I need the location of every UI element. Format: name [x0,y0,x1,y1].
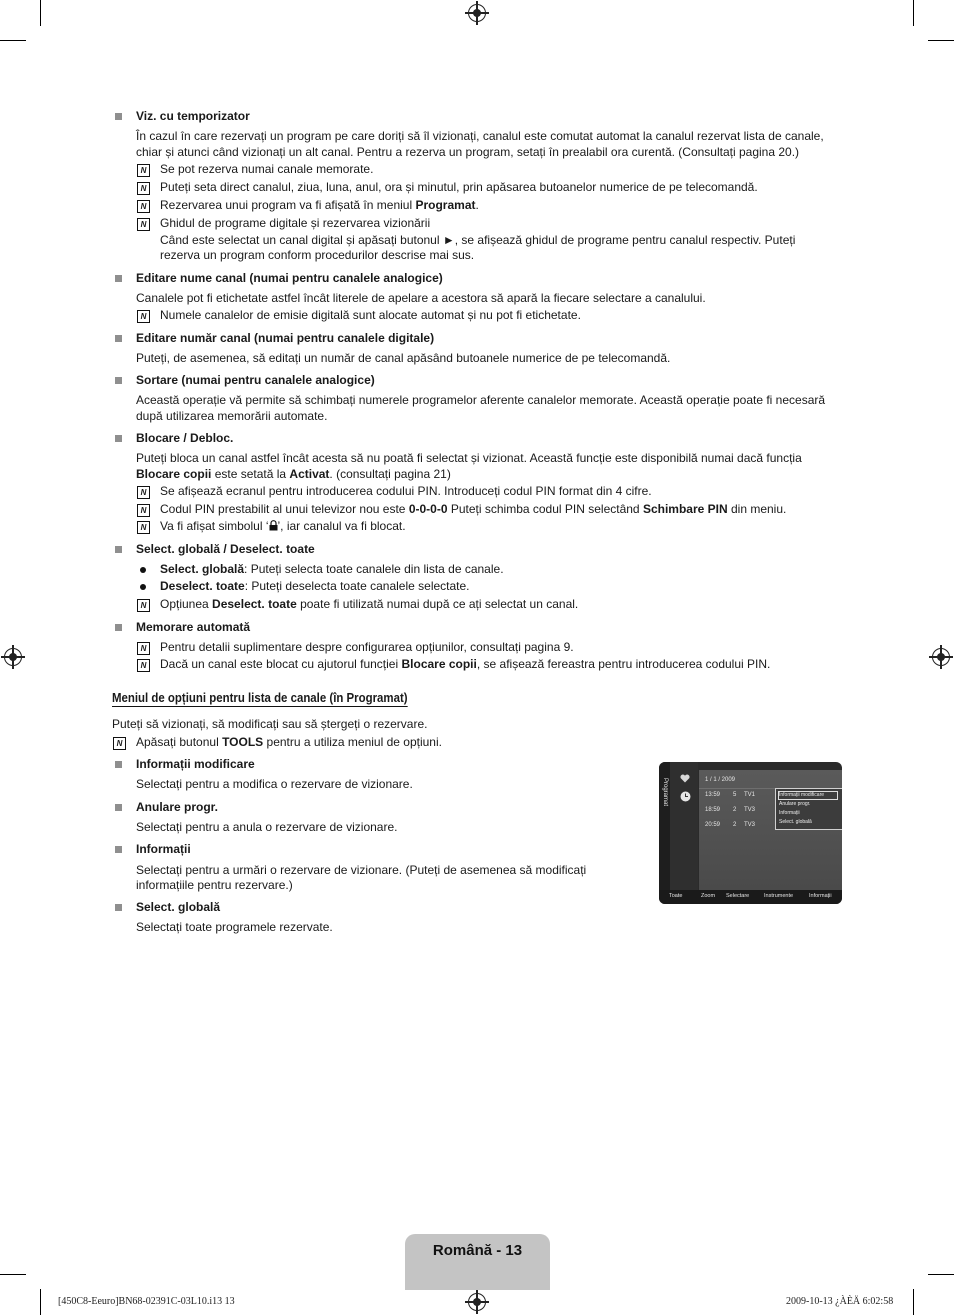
clock-icon [680,791,691,802]
item-title: Informații modificare [136,757,255,771]
crop-mark [913,1289,914,1315]
paragraph-line: rezerva un program conform procedurilor descrise mai sus. [160,248,475,262]
lock-icon [269,520,278,531]
note-icon: N [137,164,150,177]
item-title: Select. globală [136,900,221,914]
bullet-icon [140,584,146,590]
square-bullet-icon [115,546,122,553]
note-text: Apăsați butonul TOOLS pentru a utiliza meniul de opțiuni. [136,735,442,749]
note-icon: N [137,182,150,195]
section-title: Memorare automată [136,620,251,634]
square-bullet-icon [115,377,122,384]
paragraph-line: Selectați toate programele rezervate. [136,920,333,934]
tv-side-label: Programat [662,778,668,807]
tv-row-channel: TV1 [744,792,756,798]
section-title: Sortare (numai pentru canalele analogice) [136,373,375,387]
paragraph-line: În cazul în care rezervați un program pe care doriți să îl vizionați, canalul este comutat automat la canalul rezervat lista de canale, [136,129,824,143]
section-title: Editare număr canal (numai pentru canalele digitale) [136,331,435,345]
paragraph-line: Canalele pot fi etichetate astfel încât literele de apelare a acestora să apară la fiecare selectare a canalului. [136,291,706,305]
square-bullet-icon [115,275,122,282]
paragraph-line: Puteți, de asemenea, să editați un număr de canal apăsând butoanele numerice de pe telecomandă. [136,351,671,365]
tv-row-channel: TV3 [744,807,756,813]
note-text: Pentru detalii suplimentare despre configurarea opțiunilor, consultați pagina 9. [160,640,574,654]
paragraph-line: Când este selectat un canal digital și apăsați butonul ►, se afișează ghidul de programe pentru canalul respectiv. Puteți [160,233,796,247]
crop-mark [40,1289,41,1315]
note-text: Puteți seta direct canalul, ziua, luna, anul, ora și minutul, prin apăsarea butoanelor numerice de pe telecomandă. [160,180,758,194]
note-text: Rezervarea unui program va fi afișată în meniul Programat. [160,198,479,212]
note-text: Se afișează ecranul pentru introducerea codului PIN. Introduceți codul PIN format din 4 cifre. [160,484,652,498]
tv-bottom-label: Toate [669,893,683,899]
square-bullet-icon [115,113,122,120]
note-icon: N [137,486,150,499]
tv-options-menu [775,788,842,830]
tv-row-time: 13:59 [705,792,721,798]
tv-bottom-label: Instrumente [764,893,794,899]
note-icon: N [137,310,150,323]
subsection-heading: Meniul de opțiuni pentru lista de canale (în Programat) [112,690,408,705]
section-title: Editare nume canal (numai pentru canalele analogice) [136,271,443,285]
tv-menu-item: Select. globală [779,819,812,825]
square-bullet-icon [115,804,122,811]
paragraph-line: Selectați pentru a modifica o rezervare de vizionare. [136,777,413,791]
tv-screen-illustration [659,762,842,904]
footer-right: 2009-10-13 ¿ÀÈÄ 6:02:58 [786,1296,894,1307]
note-text: Ghidul de programe digitale și rezervarea vizionării [160,216,431,230]
note-text: Va fi afișat simbolul ‘ ’, iar canalul va fi blocat. [160,519,406,533]
section-title: Blocare / Debloc. [136,431,234,445]
bullet-icon [140,567,146,573]
paragraph-line: Puteți să vizionați, să modificați sau să ștergeți o rezervare. [112,717,428,731]
square-bullet-icon [115,846,122,853]
note-icon: N [137,521,150,534]
tv-row-channel: TV3 [744,822,756,828]
note-icon: N [137,659,150,672]
tv-row-time: 20:59 [705,822,721,828]
note-text: Numele canalelor de emisie digitală sunt alocate automat și nu pot fi etichetate. [160,308,581,322]
paragraph-line: informațiile pentru rezervare.) [136,878,293,892]
tv-icon-column [670,762,698,890]
section-title: Select. globală / Deselect. toate [136,542,315,556]
note-icon: N [137,218,150,231]
footer-left: [450C8-Eeuro]BN68-02391C-03L10.i13 13 [58,1296,235,1307]
tv-date: 1 / 1 / 2009 [705,777,736,783]
square-bullet-icon [115,761,122,768]
paragraph-line: chiar și atunci când vizionați un alt canal. Pentru a rezerva un program, setați în prealabil ora curentă. (Consultați pagina 20.) [136,145,800,159]
note-text: Se pot rezerva numai canale memorate. [160,162,374,176]
page-number-tab [405,1234,550,1290]
tv-bottom-bar [659,890,842,904]
paragraph-line: Această operație vă permite să schimbați numerele programelor aferente canalelor memorate. Această operație poate fi necesară [136,393,826,407]
note-icon: N [137,642,150,655]
note-text: Dacă un canal este blocat cu ajutorul funcției Blocare copii, se afișează fereastra pentru introducerea codului PIN. [160,657,771,671]
note-text: Opțiunea Deselect. toate poate fi utilizată numai după ce ați selectat un canal. [160,597,579,611]
note-text: Codul PIN prestabilit al unui televizor nou este 0-0-0-0 Puteți schimba codul PIN selectând Schimbare PIN din meniu. [160,502,787,516]
paragraph-line: Selectați pentru a anula o rezervare de vizionare. [136,820,398,834]
square-bullet-icon [115,335,122,342]
bullet-text: Deselect. toate: Puteți deselecta toate canalele selectate. [160,579,470,593]
crop-mark [0,1274,26,1275]
registration-mark-icon [468,1293,486,1311]
bullet-text: Select. globală: Puteți selecta toate canalele din lista de canale. [160,562,504,576]
square-bullet-icon [115,435,122,442]
page-number: Română - 13 [432,1242,523,1259]
item-title: Informații [136,842,191,856]
square-bullet-icon [115,624,122,631]
paragraph-line: Blocare copii este setată la Activat. (consultați pagina 21) [136,467,451,481]
tv-menu-item: Informații modificare [779,792,825,798]
item-title: Anulare progr. [136,800,219,814]
paragraph-line: după utilizarea memorării automate. [136,409,328,423]
tv-menu-item: Anulare progr. [779,801,811,807]
paragraph-line: Puteți bloca un canal astfel încât acesta să nu poată fi selectat și vizionat. Această funcție este disponibilă numai dacă funcția [136,451,802,465]
tv-row-num: 5 [733,792,737,798]
square-bullet-icon [115,904,122,911]
note-icon: N [137,200,150,213]
note-icon: N [137,599,150,612]
note-icon: N [137,504,150,517]
tv-menu-item: Informații [779,810,800,816]
tv-bottom-label: Informații [809,893,832,899]
tv-bottom-label: Zoom [701,893,716,899]
heart-icon [680,774,690,783]
section-title: Viz. cu temporizator [136,109,250,123]
crop-mark [928,1274,954,1275]
tv-row-num: 2 [733,822,737,828]
tv-row-num: 2 [733,807,737,813]
tv-row-time: 18:59 [705,807,721,813]
tv-bottom-label: Selectare [726,893,750,899]
note-icon: N [113,737,126,750]
paragraph-line: Selectați pentru a urmări o rezervare de vizionare. (Puteți de asemenea să modificați [136,863,587,877]
